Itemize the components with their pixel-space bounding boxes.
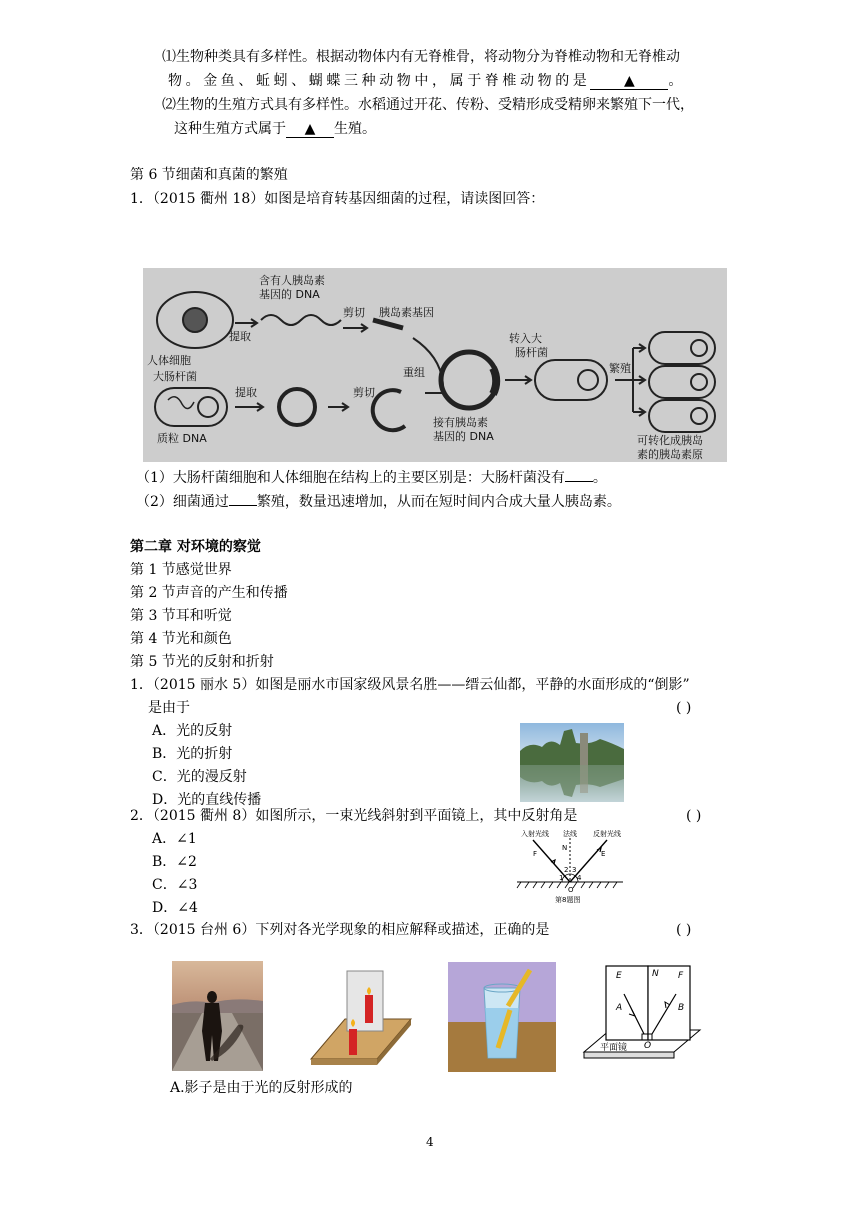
- label-human-cell: 人体细胞: [147, 354, 191, 367]
- intro-line-1: ⑴生物种类具有多样性。根据动物体内有无脊椎骨，将动物分为脊椎动物和无脊椎动: [162, 49, 680, 65]
- label-transfer-2: 肠杆菌: [515, 346, 548, 359]
- question-text: 1．（2015 丽水 5）如图是丽水市国家级风景名胜——缙云仙都，平静的水面形成的“倒影”: [130, 677, 690, 693]
- section-item: 第 5 节光的反射和折射: [130, 654, 274, 670]
- page-number: 4: [426, 1135, 434, 1149]
- label-E: E: [616, 971, 622, 981]
- label-N: N: [562, 844, 568, 852]
- fig-caption: 第8题图: [555, 896, 581, 904]
- label-O: O: [644, 1041, 652, 1051]
- intro-line-2-end: 。: [668, 73, 687, 89]
- intro-line-4-pre: 这种生殖方式属于: [174, 121, 286, 137]
- label-ecoli: 大肠杆菌: [153, 370, 197, 383]
- label-cut-2: 剪切: [353, 386, 375, 399]
- section-item: 第 2 节声音的产生和传播: [130, 585, 288, 601]
- answer-blank[interactable]: [590, 73, 668, 90]
- intro-line-4: [174, 119, 376, 139]
- answer-paren[interactable]: ( ): [686, 808, 702, 824]
- intro-line-2: [168, 71, 686, 91]
- answer-blank[interactable]: [229, 505, 257, 506]
- label-extract-2: 提取: [235, 386, 257, 399]
- option-c[interactable]: C．∠3: [152, 877, 198, 893]
- section-item: 第 3 节耳和听觉: [130, 608, 232, 624]
- label-E: E: [601, 850, 606, 858]
- option-d[interactable]: D．∠4: [152, 900, 198, 916]
- answer-paren[interactable]: ( ): [676, 922, 692, 938]
- label-dna-human: 含有人胰岛素: [259, 274, 325, 287]
- sub-question-2-post: 繁殖，数量迅速增加，从而在短时间内合成大量人胰岛素。: [256, 494, 621, 510]
- label-cut-1: 剪切: [343, 306, 365, 319]
- label-insulin-gene: 胰岛素基因: [379, 306, 434, 319]
- label-dna-human-2: 基因的 DNA: [259, 288, 320, 301]
- question-text-cont: 是由于: [148, 700, 190, 716]
- label-transfer: 转入大: [509, 332, 542, 345]
- sub-question-1: [136, 468, 607, 488]
- question-text: 3．（2015 台州 6）下列对各光学现象的相应解释或描述，正确的是: [130, 922, 550, 938]
- nucleus-shape: [183, 308, 207, 332]
- intro-line-3: ⑵生物的生殖方式具有多样性。水稻通过开花、传粉、受精形成受精卵来繁殖下一代，: [162, 97, 694, 113]
- sub-question-2-pre: （2）细菌通过: [136, 494, 229, 510]
- question-text: 1．（2015 衢州 18）如图是培育转基因细菌的过程，请读图回答：: [130, 191, 545, 207]
- reflection-diagram: [515, 826, 625, 906]
- shadow-photo: [172, 961, 263, 1071]
- label-reflected: 反射光线: [593, 830, 621, 838]
- section-heading: 第 6 节细菌和真菌的繁殖: [130, 167, 288, 183]
- option-c[interactable]: C．光的漫反射: [152, 769, 247, 785]
- label-N: N: [652, 969, 659, 979]
- plane-mirror-figure: [580, 960, 704, 1072]
- label-reproduce: 繁殖: [609, 362, 631, 375]
- label-angle-1: 1: [559, 874, 564, 882]
- landscape-photo: [520, 723, 624, 802]
- section-item: 第 1 节感觉世界: [130, 562, 232, 578]
- sub-question-1-pre: （1）大肠杆菌细胞和人体细胞在结构上的主要区别是：大肠杆菌没有: [136, 470, 565, 486]
- label-with-gene: 接有胰岛素: [433, 416, 488, 429]
- label-plasmid: 质粒 DNA: [157, 432, 207, 445]
- option-a[interactable]: A．光的反射: [152, 723, 233, 739]
- intro-line-4-post: 生殖。: [334, 121, 376, 137]
- option-a[interactable]: A．∠1: [152, 831, 197, 847]
- answer-paren[interactable]: ( ): [676, 700, 692, 716]
- label-angle-4: 4: [577, 874, 582, 882]
- blank-marker: ▲: [624, 73, 635, 89]
- label-B: B: [678, 1003, 685, 1013]
- label-recombine: 重组: [403, 366, 425, 379]
- label-A: A: [616, 1003, 623, 1013]
- label-extract-1: 提取: [229, 330, 251, 343]
- label-angle-3: 3: [572, 866, 577, 874]
- candle-mirror-figure: [305, 961, 415, 1071]
- sub-question-2: [136, 492, 621, 512]
- label-incident: 入射光线: [521, 830, 549, 838]
- label-O: O: [568, 886, 574, 894]
- label-F: F: [678, 971, 684, 981]
- sub-question-1-post: 。: [592, 470, 607, 486]
- option-b[interactable]: B．∠2: [152, 854, 197, 870]
- section-item: 第 4 节光和颜色: [130, 631, 232, 647]
- chapter-title: 第二章 对环境的察觉: [130, 539, 261, 555]
- label-angle-2: 2: [564, 866, 569, 874]
- pencil-water-figure: [448, 962, 556, 1072]
- label-mirror: 平面镜: [600, 1043, 628, 1053]
- option-a[interactable]: A.影子是由于光的反射形成的: [170, 1080, 353, 1096]
- label-normal: 法线: [563, 830, 577, 838]
- label-F: F: [533, 850, 538, 858]
- blank-marker: ▲: [304, 121, 316, 137]
- label-result-2: 素的胰岛素原: [637, 448, 703, 461]
- transgenic-figure: [143, 268, 727, 462]
- intro-line-2-text: 物。金鱼、蚯蚓、蝴蝶三种动物中，属于脊椎动物的是: [168, 73, 591, 89]
- label-result: 可转化成胰岛: [637, 434, 703, 447]
- option-d[interactable]: D．光的直线传播: [152, 792, 262, 808]
- answer-blank[interactable]: [565, 481, 593, 482]
- answer-blank[interactable]: [286, 121, 334, 138]
- label-with-gene-2: 基因的 DNA: [433, 430, 494, 443]
- option-b[interactable]: B．光的折射: [152, 746, 233, 762]
- question-text: 2．（2015 衢州 8）如图所示，一束光线斜射到平面镜上，其中反射角是: [130, 808, 578, 824]
